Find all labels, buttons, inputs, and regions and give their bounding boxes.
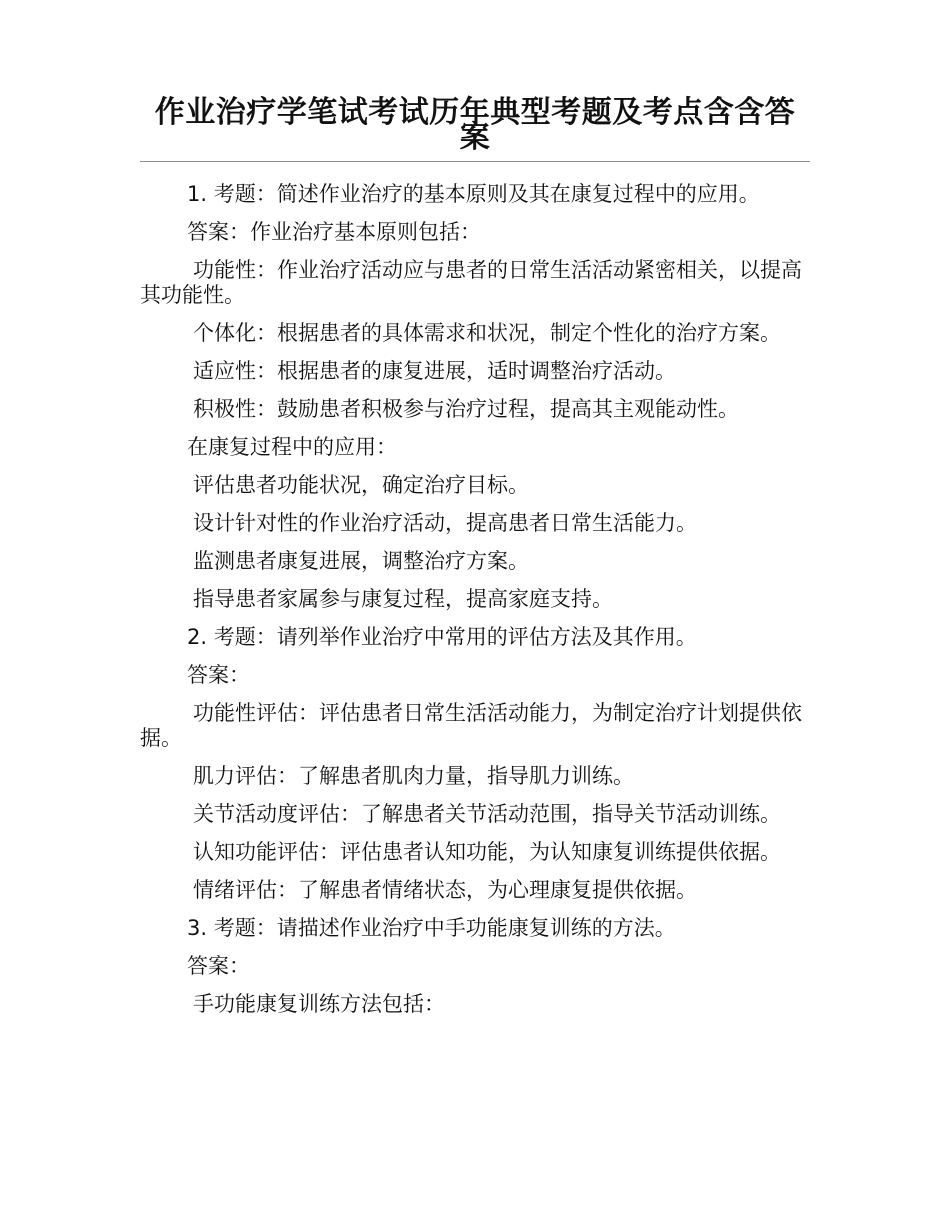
answer-2-item: 认知功能评估：评估患者认知功能，为认知康复训练提供依据。 bbox=[193, 840, 781, 864]
answer-1-intro: 答案：作业治疗基本原则包括： bbox=[187, 220, 481, 244]
answer-1-item: 积极性：鼓励患者积极参与治疗过程，提高其主观能动性。 bbox=[193, 397, 739, 421]
answer-2-intro: 答案： bbox=[187, 663, 250, 687]
answer-2-item: 情绪评估：了解患者情绪状态，为心理康复提供依据。 bbox=[193, 878, 697, 902]
question-3: 3. 考题：请描述作业治疗中手功能康复训练的方法。 bbox=[187, 916, 676, 940]
answer-1-item: 功能性：作业治疗活动应与患者的日常生活活动紧密相关，以提高其功能性。 bbox=[140, 258, 802, 307]
answer-2-item: 关节活动度评估：了解患者关节活动范围，指导关节活动训练。 bbox=[193, 802, 781, 826]
application-item: 评估患者功能状况，确定治疗目标。 bbox=[193, 473, 529, 497]
application-heading: 在康复过程中的应用： bbox=[187, 435, 397, 459]
answer-3-item: 手功能康复训练方法包括： bbox=[193, 992, 445, 1016]
page-title: 作业治疗学笔试考试历年典型考题及考点含含答案 bbox=[154, 95, 796, 155]
application-item: 监测患者康复进展，调整治疗方案。 bbox=[193, 549, 529, 573]
answer-3-intro: 答案： bbox=[187, 954, 250, 978]
answer-1-item: 个体化：根据患者的具体需求和状况，制定个性化的治疗方案。 bbox=[193, 321, 781, 345]
answer-2-item: 肌力评估：了解患者肌肉力量，指导肌力训练。 bbox=[193, 764, 634, 788]
title-divider bbox=[140, 161, 810, 162]
question-1: 1. 考题：简述作业治疗的基本原则及其在康复过程中的应用。 bbox=[187, 182, 760, 206]
application-item: 指导患者家属参与康复过程，提高家庭支持。 bbox=[193, 587, 613, 611]
document-body bbox=[140, 182, 820, 1030]
application-item: 设计针对性的作业治疗活动，提高患者日常生活能力。 bbox=[193, 511, 697, 535]
question-2: 2. 考题：请列举作业治疗中常用的评估方法及其作用。 bbox=[187, 625, 697, 649]
answer-2-item: 功能性评估：评估患者日常生活活动能力，为制定治疗计划提供依据。 bbox=[140, 701, 802, 750]
answer-1-item: 适应性：根据患者的康复进展，适时调整治疗活动。 bbox=[193, 359, 676, 383]
